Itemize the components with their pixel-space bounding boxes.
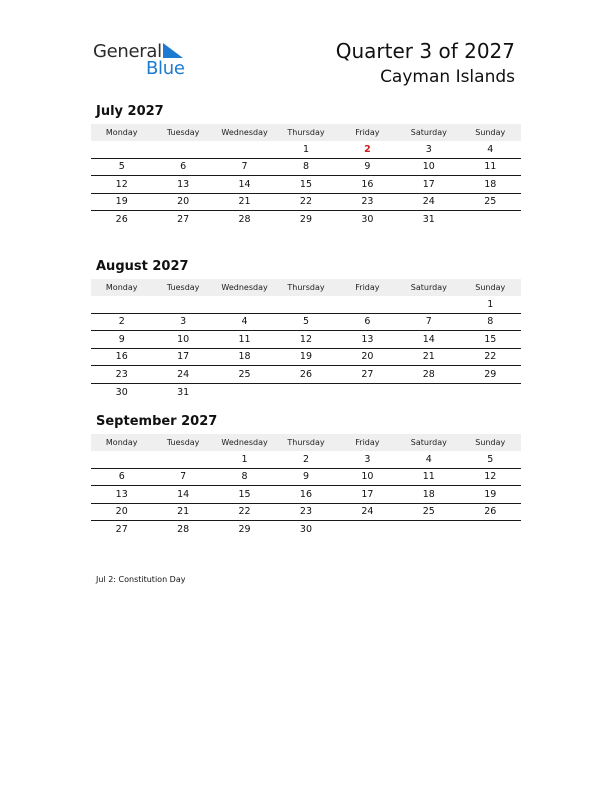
- day-cell: 13: [115, 488, 128, 500]
- day-cell: 25: [238, 368, 251, 380]
- day-cell: 18: [484, 178, 497, 190]
- day-cell: 24: [422, 196, 435, 208]
- weekday-label: Tuesday: [166, 438, 200, 447]
- day-cell: 21: [238, 196, 251, 208]
- day-cell: 17: [361, 488, 374, 500]
- day-cell: 28: [422, 368, 435, 380]
- day-cell: 3: [364, 453, 371, 465]
- day-cell: 16: [361, 178, 374, 190]
- week-row: [91, 331, 521, 349]
- day-cell: 21: [177, 506, 190, 518]
- weekday-label: Friday: [355, 128, 380, 137]
- day-cell: 28: [177, 524, 190, 536]
- day-cell: 8: [302, 161, 309, 173]
- month-title: July 2027: [96, 104, 164, 119]
- weekday-label: Monday: [105, 283, 138, 292]
- day-cell: 20: [177, 196, 190, 208]
- page-title: Quarter 3 of 2027: [335, 39, 515, 63]
- day-cell: 4: [425, 453, 432, 465]
- day-cell: 29: [484, 368, 497, 380]
- day-cell: 15: [484, 333, 497, 345]
- weekday-label: Sunday: [475, 438, 506, 447]
- logo-general-text: General: [93, 41, 162, 62]
- day-cell: 30: [115, 386, 128, 398]
- page-subtitle: Cayman Islands: [380, 67, 515, 87]
- week-row: [91, 296, 521, 314]
- day-cell: 8: [241, 471, 248, 483]
- week-row: [91, 504, 521, 522]
- weekday-label: Saturday: [410, 438, 447, 447]
- day-cell: 16: [115, 351, 128, 363]
- week-row: [91, 366, 521, 384]
- day-cell: 22: [484, 351, 497, 363]
- day-cell: 30: [299, 524, 313, 536]
- day-cell: 25: [484, 196, 497, 208]
- day-cell: 10: [177, 333, 190, 345]
- logo-blue-text: Blue: [146, 58, 185, 79]
- weekday-label: Thursday: [287, 128, 325, 137]
- day-cell: 10: [422, 161, 435, 173]
- weekday-label: Thursday: [287, 438, 325, 447]
- day-cell: 2: [118, 316, 125, 328]
- week-row: [91, 314, 521, 332]
- day-cell: 11: [484, 161, 497, 173]
- day-cell: 14: [177, 488, 190, 500]
- day-cell: 31: [177, 386, 190, 398]
- day-cell: 26: [299, 368, 313, 380]
- holiday-note: Jul 2: Constitution Day: [96, 575, 186, 584]
- day-cell: 6: [118, 471, 125, 483]
- day-cell: 20: [115, 506, 128, 518]
- day-cell: 12: [115, 178, 128, 190]
- week-row: [91, 141, 521, 159]
- week-row: [91, 194, 521, 212]
- day-cell: 15: [238, 488, 251, 500]
- day-cell: 12: [484, 471, 497, 483]
- day-cell: 28: [238, 214, 251, 226]
- day-cell: 14: [422, 333, 435, 345]
- day-cell: 4: [487, 143, 494, 155]
- week-row: [91, 469, 521, 487]
- weekday-label: Monday: [105, 128, 138, 137]
- logo: [93, 41, 193, 81]
- day-cell: 8: [487, 316, 494, 328]
- day-cell: 6: [364, 316, 371, 328]
- day-cell: 7: [425, 316, 432, 328]
- day-cell: 7: [241, 161, 248, 173]
- day-cell: 1: [302, 143, 309, 155]
- day-cell: 19: [299, 351, 313, 363]
- day-cell: 11: [238, 333, 251, 345]
- day-cell: 9: [364, 161, 371, 173]
- day-cell: 10: [361, 471, 374, 483]
- day-cell: 22: [299, 196, 313, 208]
- day-cell: 23: [115, 368, 128, 380]
- weekday-label: Friday: [355, 438, 380, 447]
- day-cell: 11: [422, 471, 435, 483]
- day-cell: 13: [177, 178, 190, 190]
- day-cell: 30: [361, 214, 374, 226]
- day-cell: 29: [299, 214, 313, 226]
- day-cell: 9: [118, 333, 125, 345]
- month-weeks: [91, 296, 521, 401]
- weekday-label: Sunday: [475, 128, 506, 137]
- day-cell: 16: [299, 488, 313, 500]
- day-cell: 27: [115, 524, 128, 536]
- day-cell: 25: [422, 506, 435, 518]
- day-cell: 7: [180, 471, 187, 483]
- day-cell: 29: [238, 524, 251, 536]
- weekday-label: Sunday: [475, 283, 506, 292]
- day-cell: 20: [361, 351, 374, 363]
- day-cell: 21: [422, 351, 435, 363]
- weekday-label: Wednesday: [221, 128, 268, 137]
- month-calendar-july: [91, 104, 521, 229]
- weekday-label: Saturday: [410, 283, 447, 292]
- day-cell: 24: [177, 368, 190, 380]
- month-weeks: [91, 141, 521, 229]
- day-cell: 6: [180, 161, 187, 173]
- weekday-label: Saturday: [410, 128, 447, 137]
- day-cell: 5: [487, 453, 494, 465]
- day-cell: 2: [364, 143, 371, 155]
- day-cell: 18: [238, 351, 251, 363]
- day-cell: 22: [238, 506, 251, 518]
- day-cell: 18: [422, 488, 435, 500]
- weekday-header: [91, 124, 521, 141]
- day-cell: 5: [302, 316, 309, 328]
- week-row: [91, 159, 521, 177]
- holiday-notes: [96, 575, 185, 584]
- day-cell: 17: [177, 351, 190, 363]
- day-cell: 5: [118, 161, 125, 173]
- week-row: [91, 349, 521, 367]
- day-cell: 3: [425, 143, 432, 155]
- day-cell: 23: [361, 196, 374, 208]
- weekday-label: Monday: [105, 438, 138, 447]
- day-cell: 26: [484, 506, 497, 518]
- weekday-label: Wednesday: [221, 283, 268, 292]
- month-calendar-september: [91, 414, 521, 539]
- day-cell: 27: [361, 368, 374, 380]
- day-cell: 12: [299, 333, 313, 345]
- month-calendar-august: [91, 259, 521, 401]
- day-cell: 13: [361, 333, 374, 345]
- day-cell: 1: [487, 298, 494, 310]
- day-cell: 14: [238, 178, 251, 190]
- day-cell: 17: [422, 178, 435, 190]
- day-cell: 3: [180, 316, 187, 328]
- day-cell: 19: [115, 196, 128, 208]
- day-cell: 26: [115, 214, 128, 226]
- day-cell: 15: [299, 178, 313, 190]
- day-cell: 9: [302, 471, 309, 483]
- week-row: [91, 176, 521, 194]
- weekday-label: Friday: [355, 283, 380, 292]
- day-cell: 23: [299, 506, 313, 518]
- day-cell: 27: [177, 214, 190, 226]
- week-row: [91, 486, 521, 504]
- day-cell: 1: [241, 453, 248, 465]
- weekday-label: Tuesday: [166, 283, 200, 292]
- month-weeks: [91, 451, 521, 539]
- weekday-label: Tuesday: [166, 128, 200, 137]
- weekday-label: Thursday: [287, 283, 325, 292]
- week-row: [91, 211, 521, 229]
- month-title: September 2027: [96, 414, 218, 429]
- week-row: [91, 384, 521, 402]
- weekday-header: [91, 279, 521, 296]
- week-row: [91, 521, 521, 539]
- weekday-header: [91, 434, 521, 451]
- day-cell: 19: [484, 488, 497, 500]
- day-cell: 4: [241, 316, 248, 328]
- day-cell: 24: [361, 506, 374, 518]
- day-cell: 31: [422, 214, 435, 226]
- day-cell: 2: [302, 453, 309, 465]
- month-title: August 2027: [96, 259, 189, 274]
- week-row: [91, 451, 521, 469]
- weekday-label: Wednesday: [221, 438, 268, 447]
